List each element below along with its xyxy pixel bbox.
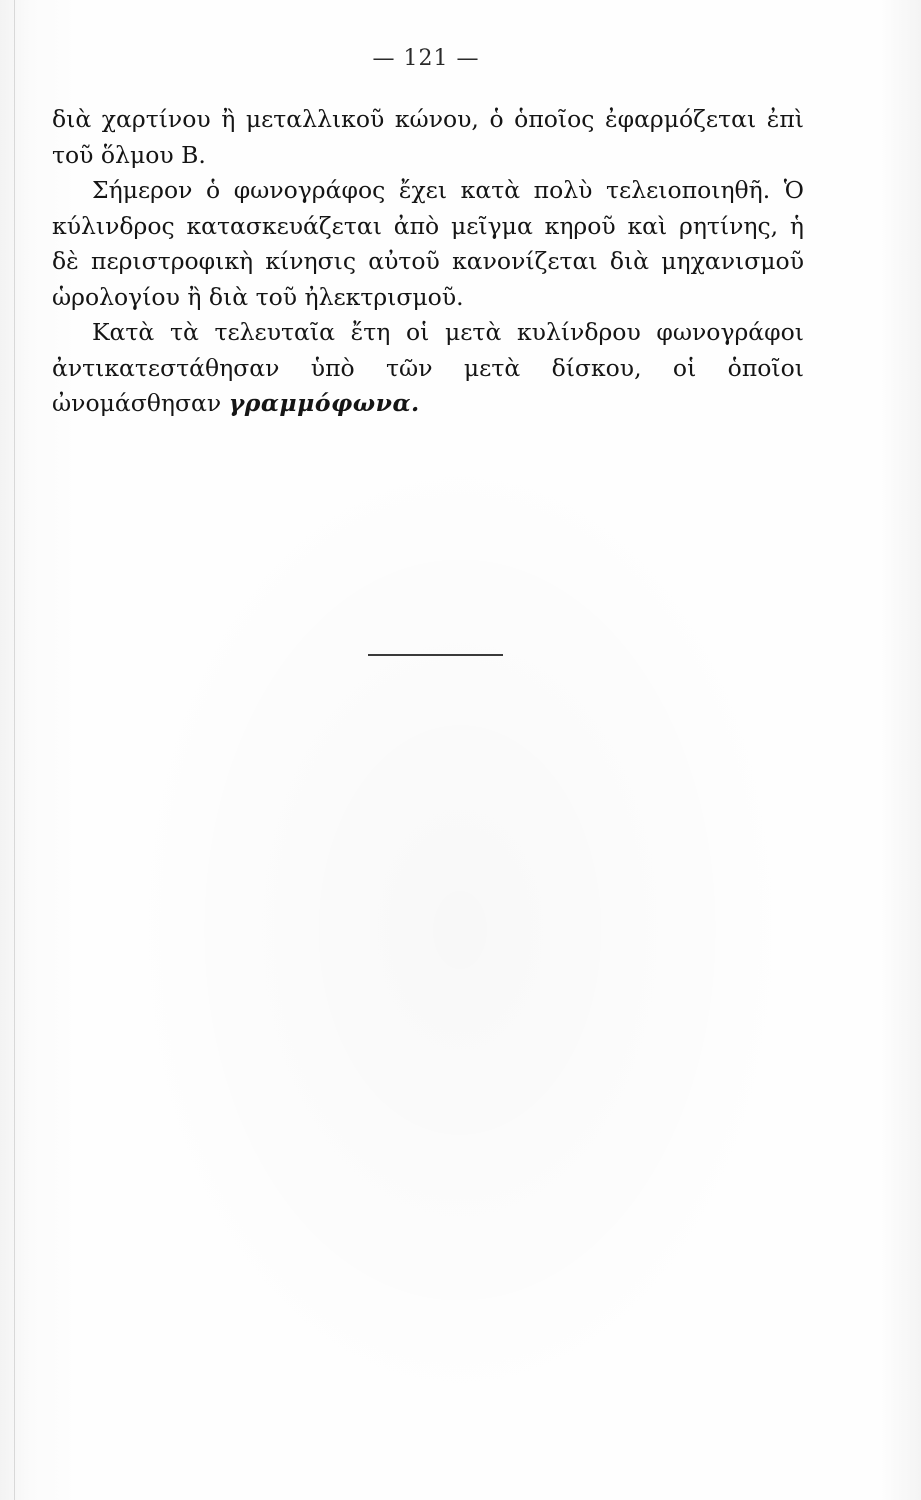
- paragraph-3: [52, 315, 804, 422]
- page-edge: [14, 0, 15, 1500]
- emphasized-term: γραμμόφωνα.: [228, 389, 420, 417]
- paragraph-2: Σήμερον ὁ φωνογράφος ἔχει κατὰ πολὺ τελειοποιηθῆ. Ὁ κύλινδρος κατασκευάζεται ἀπὸ μεῖγμα κηροῦ καὶ ρητίνης, ἡ δὲ περιστροφικὴ κίνησις αὐτοῦ κανονίζεται διὰ μηχανισμοῦ ὡρολογίου ἢ διὰ τοῦ ἠλεκτρισμοῦ.: [52, 176, 804, 311]
- paragraph-1: διὰ χαρτίνου ἢ μεταλλικοῦ κώνου, ὁ ὁποῖος ἐφαρμόζεται ἐπὶ τοῦ ὅλμου Β.: [52, 105, 804, 169]
- show-through: [115, 430, 805, 1430]
- page-number: — 121 —: [372, 46, 480, 71]
- section-separator: [368, 654, 503, 656]
- body-text: [52, 102, 804, 422]
- paragraph-3-text: Κατὰ τὰ τελευταῖα ἔτη οἱ μετὰ κυλίνδρου φωνογράφοι ἀντικατεστάθησαν ὑπὸ τῶν μετὰ δίσκου, οἱ ὁποῖοι ὠνομάσθησαν: [52, 318, 804, 417]
